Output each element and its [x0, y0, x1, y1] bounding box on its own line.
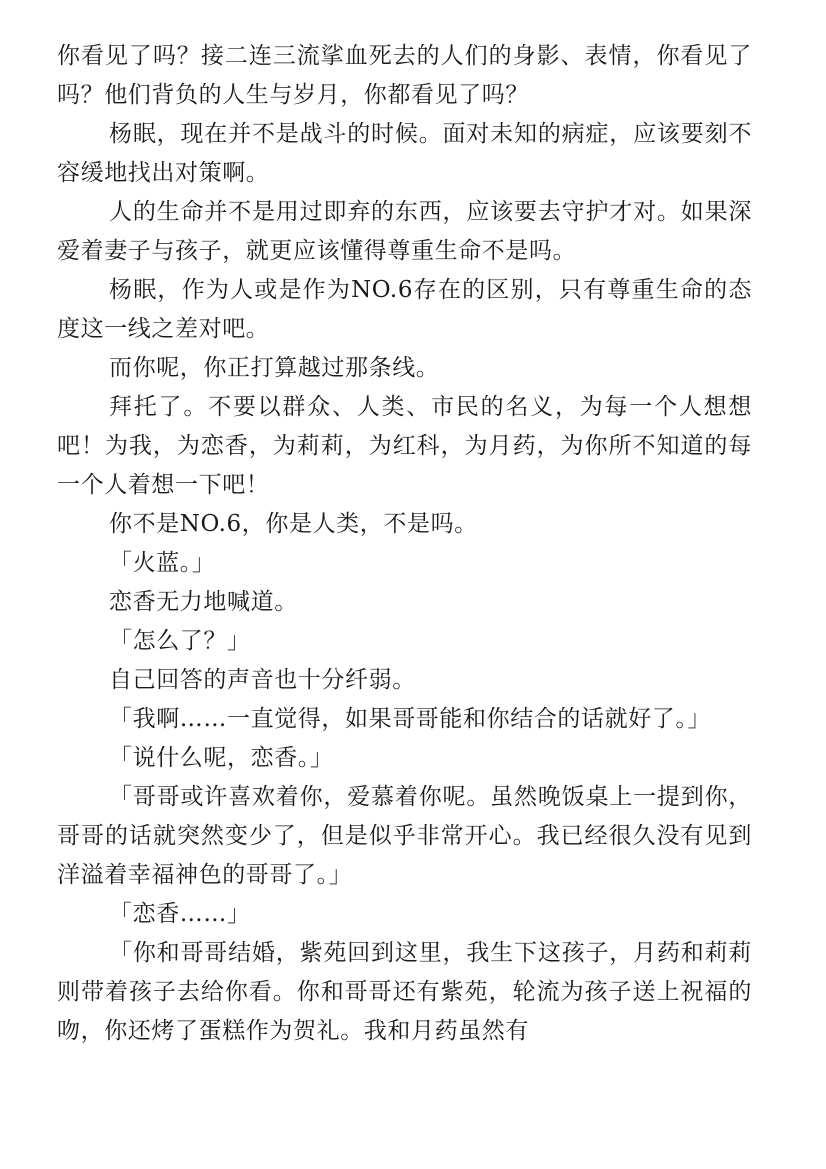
- paragraph: 而你呢，你正打算越过那条线。: [109, 355, 440, 381]
- dialogue-line: 「怎么了？」: [109, 628, 251, 654]
- document-page: [57, 37, 752, 1051]
- paragraph: 你不是NO.6，你是人类，不是吗。: [109, 511, 478, 537]
- paragraph: 杨眠，现在并不是战斗的时候。面对未知的病症，应该要刻不容缓地找出对策啊。: [57, 121, 752, 186]
- dialogue-line: 「说什么呢，恋香。」: [109, 745, 334, 771]
- dialogue-line: 「哥哥或许喜欢着你，爱慕着你呢。虽然晚饭桌上一提到你，哥哥的话就突然变少了，但是似乎非常开心。我已经很久没有见到洋溢着幸福神色的哥哥了。」: [57, 784, 752, 888]
- paragraph: 恋香无力地喊道。: [109, 589, 298, 615]
- paragraph: 你看见了吗？接二连三流挲血死去的人们的身影、表情，你看见了吗？他们背负的人生与岁月，你都看见了吗？: [57, 43, 752, 108]
- dialogue-line: 「你和哥哥结婚，紫苑回到这里，我生下这孩子，月药和莉莉则带着孩子去给你看。你和哥哥还有紫苑，轮流为孩子送上祝福的吻，你还烤了蛋糕作为贺礼。我和月药虽然有: [57, 940, 752, 1044]
- dialogue-line: 「火蓝。」: [109, 550, 216, 576]
- dialogue-line: 「恋香……」: [109, 901, 251, 927]
- dialogue-line: 「我啊……一直觉得，如果哥哥能和你结合的话就好了。」: [109, 706, 712, 732]
- paragraph: 杨眠，作为人或是作为NO.6存在的区别，只有尊重生命的态度这一线之差对吧。: [57, 277, 752, 342]
- paragraph: 人的生命并不是用过即弃的东西，应该要去守护才对。如果深爱着妻子与孩子，就更应该懂得尊重生命不是吗。: [57, 199, 752, 264]
- paragraph: 自己回答的声音也十分纤弱。: [109, 667, 416, 693]
- paragraph: 拜托了。不要以群众、人类、市民的名义，为每一个人想想吧！为我，为恋香，为莉莉，为红科，为月药，为你所不知道的每一个人着想一下吧！: [57, 394, 752, 498]
